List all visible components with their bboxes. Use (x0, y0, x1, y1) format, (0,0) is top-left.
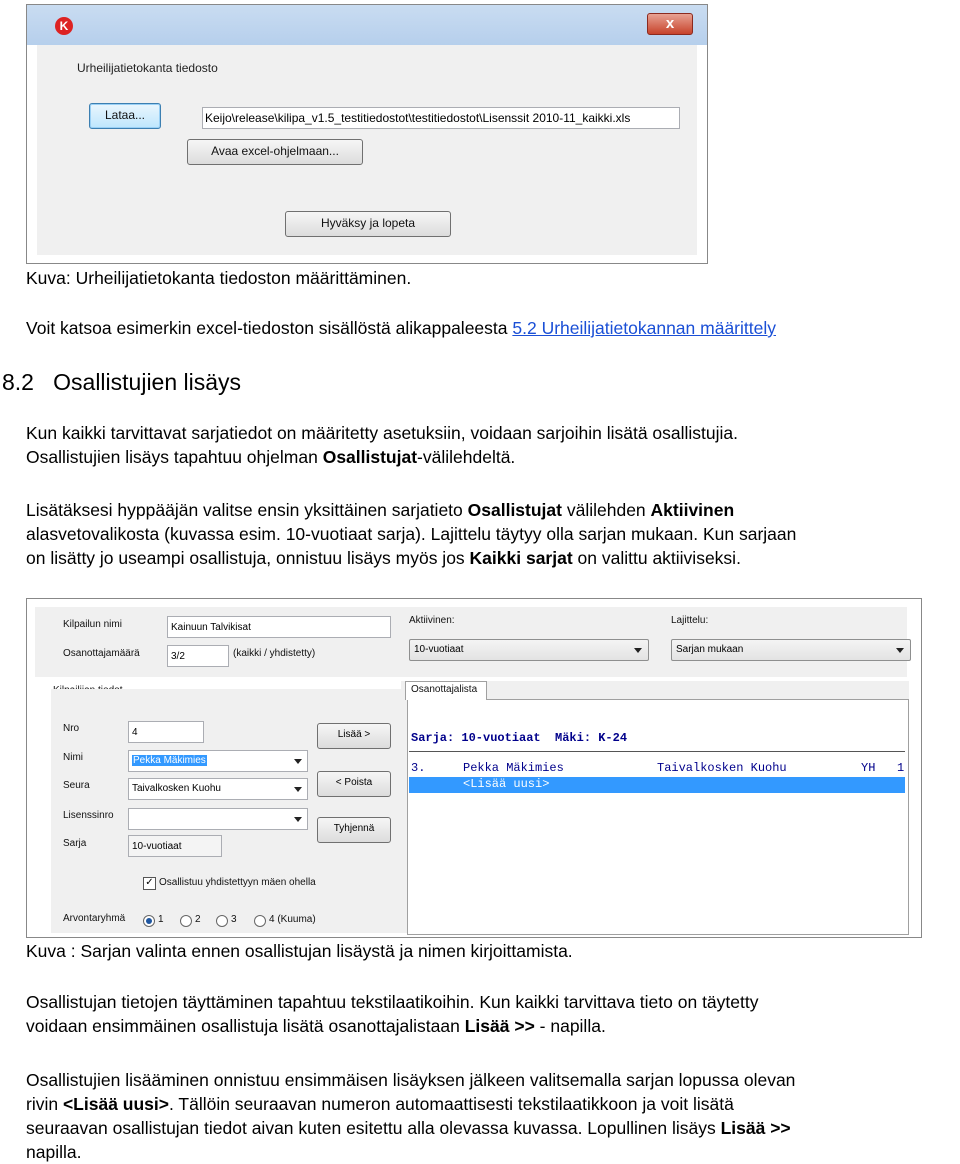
club-value: Taivalkosken Kuohu (132, 783, 221, 794)
intro-text: Voit katsoa esimerkin excel-tiedoston sisällöstä alikappaleesta (26, 318, 513, 338)
competition-name-label: Kilpailun nimi (63, 619, 122, 630)
p2-bold3: Kaikki sarjat (469, 548, 573, 568)
sort-dropdown[interactable] (671, 639, 911, 661)
dialog-titlebar (27, 5, 707, 45)
p1-text: Osallistujien lisäys tapahtuu ohjelman (26, 447, 323, 467)
load-button[interactable]: Lataa... (89, 103, 161, 129)
p3-text-end: - napilla. (534, 1016, 606, 1036)
p3-text: voidaan ensimmäinen osallistuja lisätä osanottajalistaan (26, 1016, 465, 1036)
paragraph4-line1: Osallistujien lisääminen onnistuu ensimmäisen lisäyksen jälkeen valitsemalla sarjan lopussa olevan (26, 1070, 796, 1090)
row-number: 3. (411, 761, 426, 775)
draw-option-1-radio[interactable] (143, 915, 155, 927)
dialog-body (37, 45, 697, 255)
p4-text3: seuraavan osallistujan tiedot aivan kuten esitettu alla olevassa kuvassa. Lopullinen lisäys (26, 1118, 721, 1138)
name-combo[interactable] (128, 750, 308, 772)
app-icon: K (55, 17, 73, 35)
p4-text-end: . Tällöin seuraavan numeron automaattisesti tekstilaatikkoon ja voit lisätä (168, 1094, 734, 1114)
clear-button[interactable]: Tyhjennä (317, 817, 391, 843)
draw-option-4-label: 4 (Kuuma) (269, 914, 316, 925)
list-header: Sarja: 10-vuotiaat Mäki: K-24 (411, 731, 628, 745)
p2-text3: on lisätty jo useampi osallistuja, onnistuu lisäys myös jos (26, 548, 470, 568)
add-new-label: <Lisää uusi> (463, 777, 550, 791)
combined-checkbox-label: Osallistuu yhdistettyyn mäen ohella (159, 877, 316, 888)
combined-checkbox[interactable]: ✓ (143, 877, 156, 890)
file-dialog-screenshot (26, 4, 708, 264)
p1-bold: Osallistujat (322, 447, 418, 467)
chevron-down-icon (634, 648, 642, 653)
paragraph2-line2: alasvetovalikosta (kuvassa esim. 10-vuotiaat sarja). Lajittelu täytyy olla sarjan mukaan. Kun sarjaan (26, 524, 797, 544)
figure2-caption: Kuva : Sarjan valinta ennen osallistujan lisäystä ja nimen kirjoittamista. (26, 941, 573, 961)
active-series-value: 10-vuotiaat (414, 644, 464, 655)
draw-option-3-radio[interactable] (216, 915, 228, 927)
dialog-section-title: Urheilijatietokanta tiedosto (77, 61, 218, 75)
chevron-down-icon (294, 787, 302, 792)
draw-option-1-label: 1 (158, 914, 164, 925)
p2-text-mid: välilehden (561, 500, 651, 520)
draw-option-2-label: 2 (195, 914, 201, 925)
active-label: Aktiivinen: (409, 615, 455, 626)
competition-name-input[interactable]: Kainuun Talvikisat (167, 616, 391, 638)
intro-paragraph (26, 316, 776, 340)
list-row[interactable] (409, 761, 905, 777)
close-button[interactable]: x (647, 13, 693, 35)
nro-label: Nro (63, 723, 80, 734)
paragraph1-line1: Kun kaikki tarvittavat sarjatiedot on määritetty asetuksiin, voidaan sarjoihin lisätä osallistujia. (26, 423, 739, 443)
row-name: Pekka Mäkimies (463, 761, 564, 775)
p4-bold3: Lisää >> (720, 1118, 791, 1138)
add-button[interactable]: Lisää > (317, 723, 391, 749)
p2-bold2: Aktiivinen (650, 500, 735, 520)
sort-label: Lajittelu: (671, 615, 709, 626)
draw-option-3-label: 3 (231, 914, 237, 925)
paragraph3-line2 (26, 1014, 606, 1038)
paragraph4-line3 (26, 1116, 791, 1140)
p2-text3-end: on valittu aktiiviseksi. (572, 548, 741, 568)
participants-count-note: (kaikki / yhdistetty) (233, 648, 316, 659)
list-divider (409, 751, 905, 752)
participants-count-label: Osanottajamäärä (63, 648, 140, 659)
name-label: Nimi (63, 752, 83, 763)
license-label: Lisenssinro (63, 810, 114, 821)
nro-input[interactable]: 4 (128, 721, 204, 743)
chevron-down-icon (896, 648, 904, 653)
draw-option-4-radio[interactable] (254, 915, 266, 927)
paragraph2-line1 (26, 498, 734, 522)
p3-bold: Lisää >> (464, 1016, 535, 1036)
series-label: Sarja (63, 838, 87, 849)
chevron-down-icon (294, 817, 302, 822)
p1-text-end: -välilehdeltä. (417, 447, 516, 467)
participants-count-input[interactable]: 3/2 (167, 645, 229, 667)
section-title: 8.2 Osallistujien lisäys (2, 369, 242, 395)
p2-text: Lisätäksesi hyppääjän valitse ensin yksittäinen sarjatieto (26, 500, 468, 520)
list-add-new-row[interactable] (409, 777, 905, 793)
section-link[interactable]: 5.2 Urheilijatietokannan määrittely (512, 318, 776, 338)
club-label: Seura (63, 780, 90, 791)
chevron-down-icon (294, 759, 302, 764)
tab-participant-list-label: Osanottajalista (411, 684, 478, 695)
participants-screenshot (26, 598, 922, 938)
license-combo[interactable] (128, 808, 308, 830)
open-excel-button[interactable]: Avaa excel-ohjelmaan... (187, 139, 363, 165)
row-count: 1 (897, 761, 905, 775)
name-value: Pekka Mäkimies (133, 755, 206, 766)
accept-button[interactable]: Hyväksy ja lopeta (285, 211, 451, 237)
p4-bold: <Lisää uusi> (62, 1094, 169, 1114)
paragraph4-line2 (26, 1092, 734, 1116)
draw-option-2-radio[interactable] (180, 915, 192, 927)
paragraph3-line1: Osallistujan tietojen täyttäminen tapahtuu tekstilaatikoihin. Kun kaikki tarvittava tieto on täytetty (26, 992, 759, 1012)
p2-bold1: Osallistujat (467, 500, 562, 520)
figure1-caption: Kuva: Urheilijatietokanta tiedoston määrittäminen. (26, 268, 412, 288)
paragraph2-line3 (26, 546, 741, 570)
sort-value: Sarjan mukaan (676, 644, 744, 655)
draw-group-label: Arvontaryhmä (63, 913, 126, 924)
paragraph1-line2 (26, 445, 515, 469)
series-field: 10-vuotiaat (128, 835, 222, 857)
p4-text: rivin (26, 1094, 63, 1114)
remove-button[interactable]: < Poista (317, 771, 391, 797)
row-flag: YH (861, 761, 876, 775)
paragraph4-line4: napilla. (26, 1142, 82, 1162)
file-path-field[interactable]: Keijo\release\kilipa_v1.5_testitiedostot\testitiedostot\Lisenssit 2010-11_kaikki.xls (202, 107, 680, 129)
active-series-dropdown[interactable] (409, 639, 649, 661)
row-club: Taivalkosken Kuohu (657, 761, 787, 775)
club-combo[interactable] (128, 778, 308, 800)
